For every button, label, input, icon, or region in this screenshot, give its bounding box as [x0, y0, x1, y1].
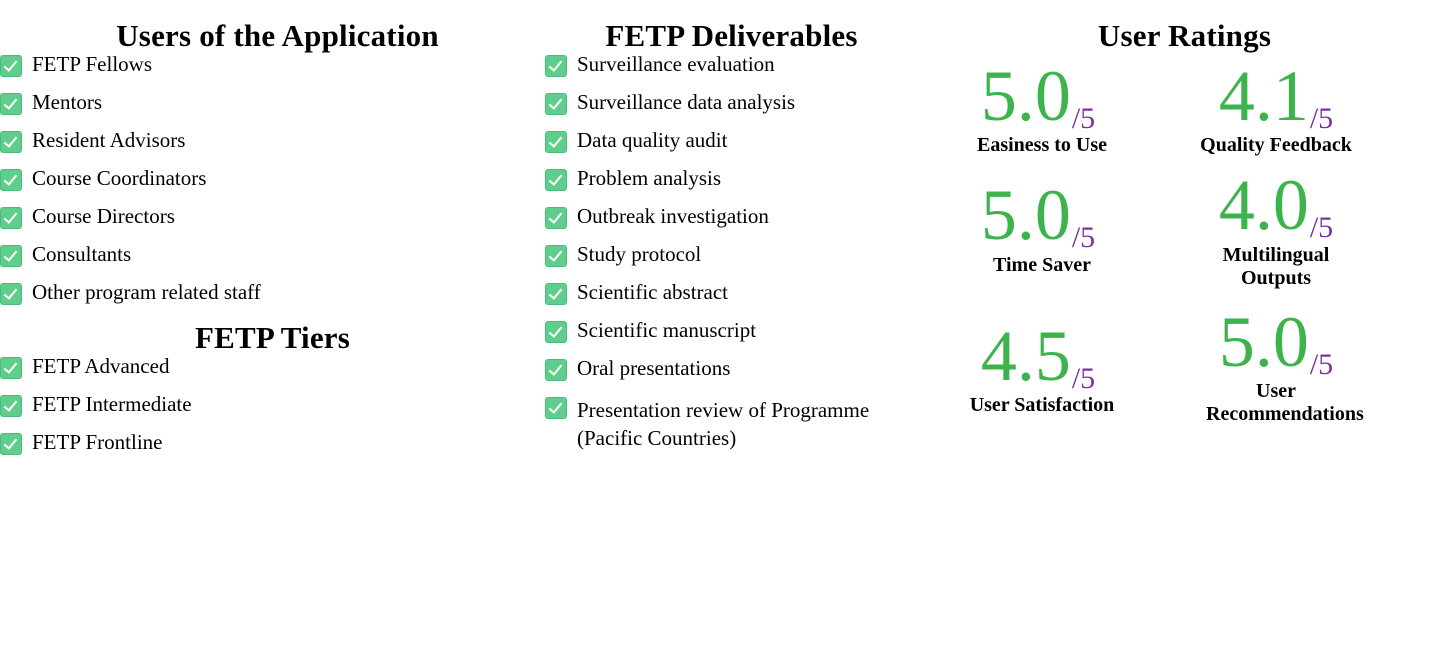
list-item-label: Course Directors [32, 204, 175, 228]
rating-value [1160, 56, 1392, 136]
list-item [0, 394, 545, 416]
check-square-icon [545, 359, 567, 381]
check-square-icon [545, 283, 567, 305]
check-square-icon [0, 433, 22, 455]
rating-number: 5.0 [1218, 301, 1309, 382]
list-item [545, 130, 910, 152]
check-square-icon [0, 283, 22, 305]
check-square-icon [0, 245, 22, 267]
list-item-label: Resident Advisors [32, 128, 186, 152]
users-list [0, 54, 545, 304]
list-item [0, 206, 545, 228]
rating-denominator: /5 [1071, 361, 1096, 395]
list-item-label: FETP Fellows [32, 52, 152, 76]
check-square-icon [0, 207, 22, 229]
rating-value [926, 175, 1158, 256]
rating-card [1160, 301, 1392, 432]
check-square-icon [0, 93, 22, 115]
rating-denominator: /5 [1309, 347, 1334, 381]
list-item [545, 396, 910, 453]
list-item [545, 168, 910, 190]
list-item-label: Surveillance data analysis [577, 90, 796, 114]
list-item-label: Scientific manuscript [577, 318, 757, 342]
rating-denominator: /5 [1071, 221, 1096, 255]
check-square-icon [0, 169, 22, 191]
check-square-icon [0, 55, 22, 77]
list-item-label: Consultants [32, 242, 132, 266]
check-square-icon [545, 55, 567, 77]
list-item-label: FETP Intermediate [32, 392, 192, 416]
ratings-section-title: User Ratings [1097, 18, 1272, 53]
list-item [0, 356, 545, 378]
list-item-label: Problem analysis [577, 166, 722, 190]
ratings-grid [910, 56, 1441, 432]
rating-denominator: /5 [1071, 102, 1096, 135]
check-square-icon [545, 169, 567, 191]
users-column [0, 0, 545, 470]
rating-card [1160, 165, 1392, 295]
list-item-label: Outbreak investigation [577, 204, 769, 228]
rating-label: Easiness to Use [976, 134, 1107, 157]
list-item-label: Course Coordinators [32, 166, 207, 190]
rating-denominator: /5 [1309, 102, 1334, 135]
list-item [545, 282, 910, 304]
check-square-icon [545, 207, 567, 229]
rating-label: User Recommendations [1206, 380, 1364, 426]
rating-label: Time Saver [993, 253, 1091, 276]
list-item [0, 244, 545, 266]
rating-number: 5.0 [980, 56, 1071, 136]
list-item [545, 54, 910, 76]
list-item [545, 358, 910, 380]
check-square-icon [0, 395, 22, 417]
rating-number: 4.1 [1218, 56, 1309, 136]
list-item [0, 432, 545, 454]
tiers-section-title: FETP Tiers [194, 320, 351, 355]
list-item-label: Study protocol [577, 242, 702, 266]
list-item [0, 130, 545, 152]
rating-number: 5.0 [980, 175, 1071, 256]
list-item-label: Data quality audit [577, 128, 728, 152]
list-item [545, 206, 910, 228]
check-square-icon [545, 245, 567, 267]
check-square-icon [545, 397, 567, 419]
rating-card [926, 56, 1158, 163]
check-square-icon [545, 93, 567, 115]
rating-value [1160, 165, 1392, 246]
list-item-label: Other program related staff [32, 280, 261, 304]
list-item-label: Surveillance evaluation [577, 52, 775, 76]
deliverables-list [545, 54, 910, 453]
rating-value [1160, 301, 1392, 382]
list-item [545, 244, 910, 266]
list-item [0, 54, 545, 76]
rating-value [926, 315, 1158, 396]
rating-card [1160, 56, 1392, 163]
rating-card [926, 175, 1158, 295]
check-square-icon [545, 321, 567, 343]
rating-value [926, 56, 1158, 136]
rating-denominator: /5 [1309, 211, 1334, 245]
list-item-label: Presentation review of Programme (Pacific Countries) [577, 398, 870, 451]
list-item [0, 168, 545, 190]
list-item-label: Scientific abstract [577, 280, 729, 304]
list-item-label: Oral presentations [577, 356, 731, 380]
list-item [0, 92, 545, 114]
rating-card [926, 315, 1158, 432]
list-item [545, 92, 910, 114]
ratings-column [910, 0, 1441, 432]
deliverables-section-title: FETP Deliverables [605, 18, 858, 53]
list-item-label: FETP Advanced [32, 354, 170, 378]
check-square-icon [0, 357, 22, 379]
check-square-icon [545, 131, 567, 153]
tiers-list [0, 356, 545, 454]
list-item-label: FETP Frontline [32, 430, 163, 454]
rating-label: Multilingual Outputs [1222, 243, 1330, 289]
check-square-icon [0, 131, 22, 153]
deliverables-column [545, 0, 910, 469]
list-item-label: Mentors [32, 90, 102, 114]
list-item [545, 320, 910, 342]
list-item [0, 282, 545, 304]
users-section-title: Users of the Application [116, 18, 439, 53]
rating-number: 4.0 [1218, 165, 1309, 246]
rating-label: User Satisfaction [969, 394, 1115, 417]
rating-number: 4.5 [980, 315, 1071, 396]
rating-label: Quality Feedback [1200, 134, 1352, 157]
